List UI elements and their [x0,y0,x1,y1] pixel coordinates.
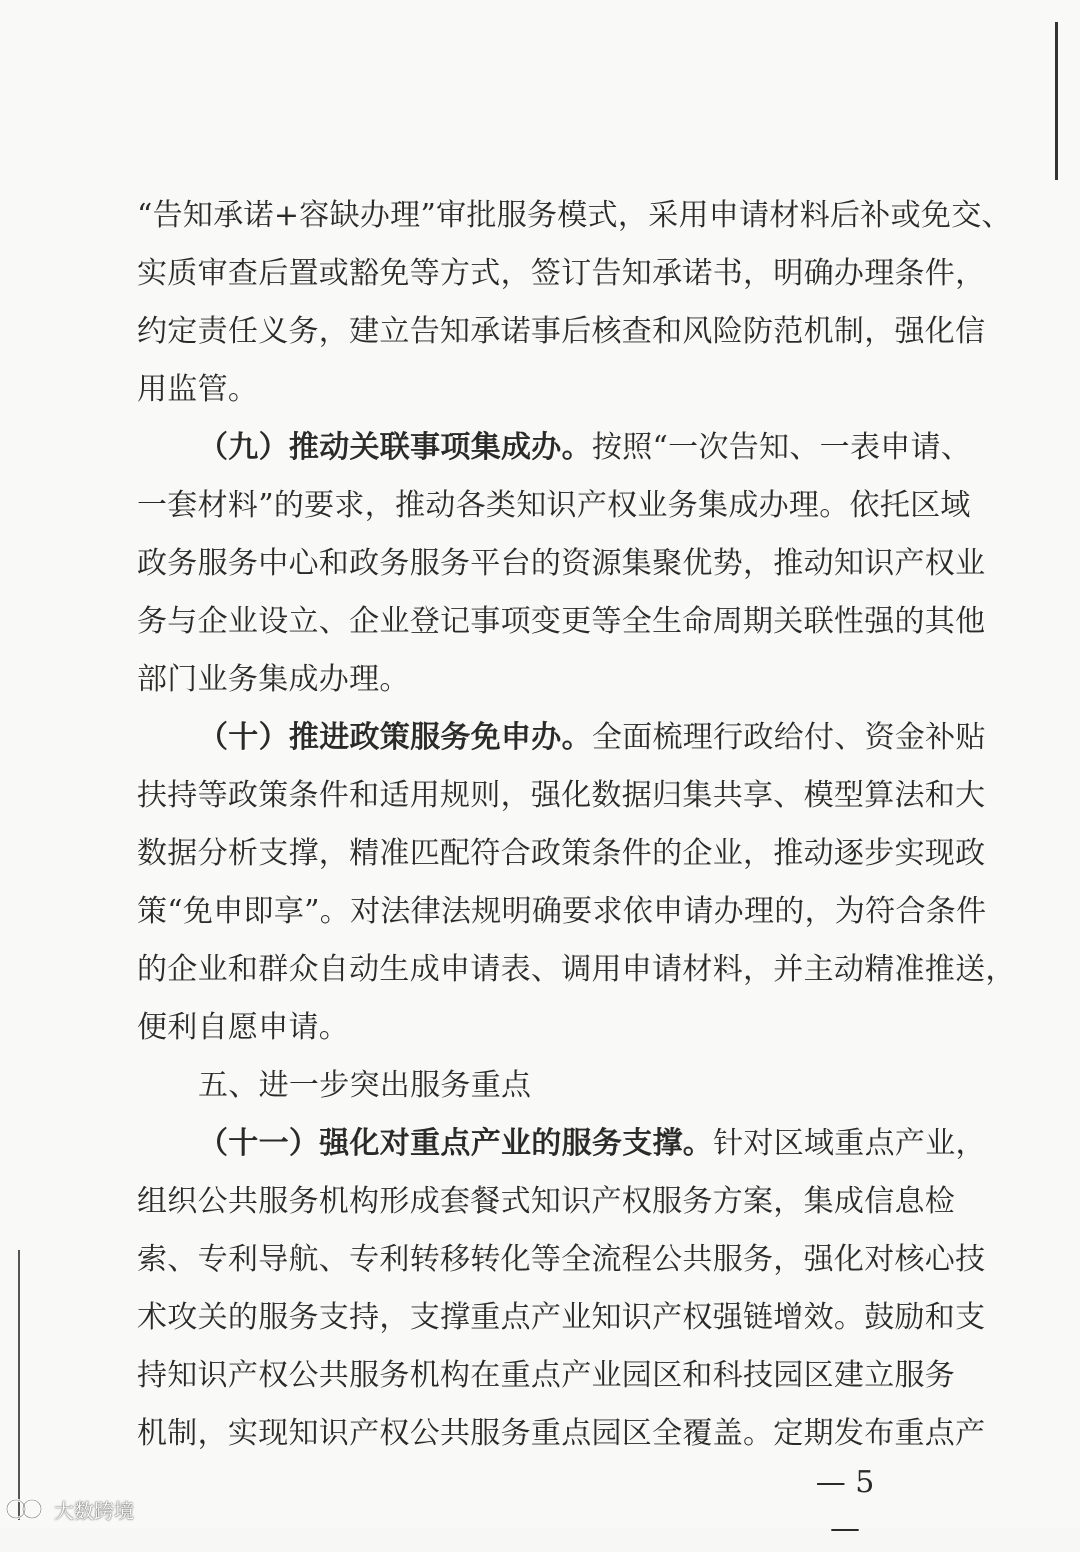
paragraph-item-11-first-line [198,1121,986,1167]
text-line: 持知识产权公共服务机构在重点产业园区和科技园区建立服务 [137,1358,956,1393]
text-line: 约定责任义务，建立告知承诺事后核查和风险防范机制，强化信 [137,314,986,349]
text-line: “告知承诺+容缺办理”审批服务模式，采用申请材料后补或免交、 [137,198,1012,233]
chat-bubble-logo-icon [4,1496,48,1522]
text-line: 机制，实现知识产权公共服务重点园区全覆盖。定期发布重点产 [137,1416,986,1451]
section-heading: 五、进一步突出服务重点 [198,1068,532,1103]
text-line: 扶持等政策条件和适用规则，强化数据归集共享、模型算法和大 [137,778,986,813]
scan-edge-mark [18,1250,20,1520]
item-heading: （十一）强化对重点产业的服务支撑。 [198,1126,714,1161]
text-run: 按照“一次告知、一表申请、 [591,430,972,465]
text-line: 数据分析支撑，精准匹配符合政策条件的企业，推动逐步实现政 [137,836,986,871]
text-run: 全面梳理行政给付、资金补贴 [591,720,986,755]
text-line: 的企业和群众自动生成申请表、调用申请材料，并主动精准推送， [137,952,1016,987]
item-heading: （九）推动关联事项集成办。 [198,430,592,465]
text-run: 针对区域重点产业， [713,1126,986,1161]
text-line: 政务服务中心和政务服务平台的资源集聚优势，推动知识产权业 [137,546,986,581]
scan-edge-mark [1055,22,1058,180]
page-number: — 5 — [815,1465,875,1546]
text-line: 术攻关的服务支持，支撑重点产业知识产权强链增效。鼓励和支 [137,1300,986,1335]
text-line: 便利自愿申请。 [137,1010,350,1045]
paragraph-item-9-first-line [198,425,972,471]
text-line: 组织公共服务机构形成套餐式知识产权服务方案，集成信息检 [137,1184,956,1219]
text-line: 务与企业设立、企业登记事项变更等全生命周期关联性强的其他 [137,604,986,639]
text-line: 实质审查后置或豁免等方式，签订告知承诺书，明确办理条件， [137,256,986,291]
watermark [4,1494,174,1524]
watermark-text: 大数跨境 [54,1498,134,1523]
text-line: 部门业务集成办理。 [137,662,410,697]
text-line: 用监管。 [137,372,259,407]
text-line: 策“免申即享”。对法律法规明确要求依申请办理的，为符合条件 [137,894,987,929]
text-line: 一套材料”的要求，推动各类知识产权业务集成办理。依托区域 [137,488,971,523]
text-line: 索、专利导航、专利转移转化等全流程公共服务，强化对核心技 [137,1242,986,1277]
item-heading: （十）推进政策服务免申办。 [198,720,592,755]
paragraph-item-10-first-line [198,715,986,761]
